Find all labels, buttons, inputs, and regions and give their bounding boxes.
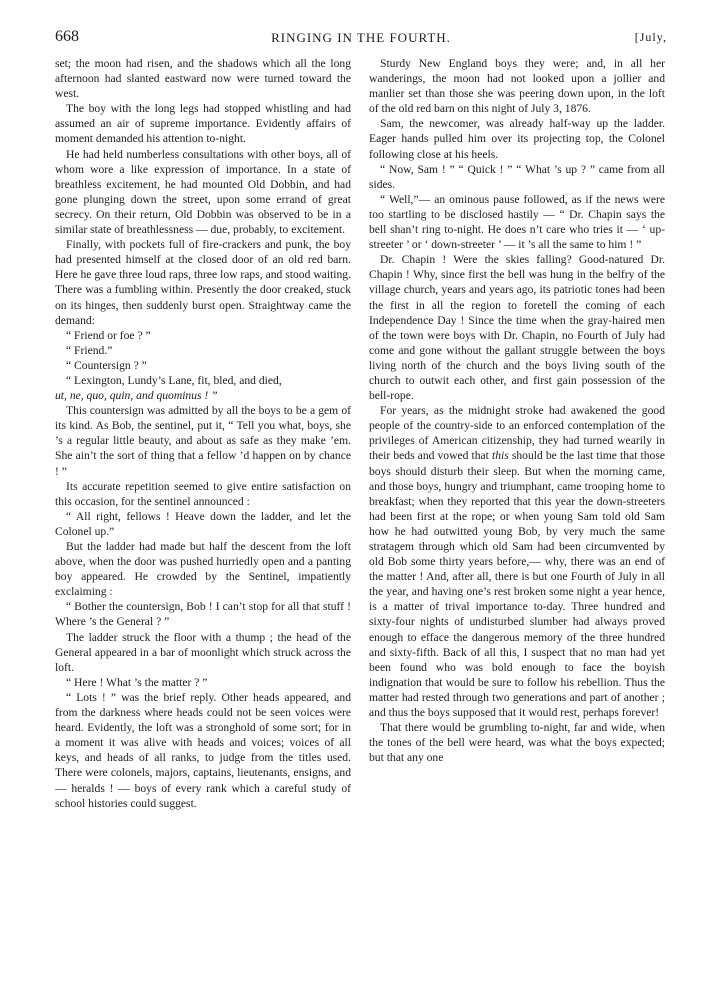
countersign-text: “ Lexington, Lundy’s Lane, fit, bled, and died, — [66, 373, 282, 387]
paragraph: Finally, with pockets full of fire-crackers and punk, the boy had presented himself at the closed door of an old red barn. Here he gave three loud raps, three low raps, and stood waiting. There was a fumbling within. Presently the door creaked, stuck on its hinges, then suddenly burst open. Straightway came the demand: — [55, 238, 351, 327]
paragraph: The ladder struck the floor with a thump ; the head of the General appeared in a bar of moonlight which struck across the loft. — [55, 630, 351, 674]
paragraph — [369, 403, 665, 720]
dialogue-line: “ Friend or foe ? ” — [66, 328, 151, 342]
paragraph: But the ladder had made but half the descent from the loft above, when the door was pushed hurriedly open and a panting boy appeared. He crowded by the Sentinel, impatiently exclaiming : — [55, 540, 351, 599]
emphasis-this: this — [492, 449, 509, 463]
countersign-line — [55, 373, 351, 403]
page-number: 668 — [55, 28, 79, 45]
dialogue-line: “ Here ! What ’s the matter ? ” — [66, 675, 208, 689]
paragraph: This countersign was admitted by all the boys to be a gem of its kind. As Bob, the sentinel, put it, “ Tell you what, boys, she ’s a regular little beauty, and about as safe as they make ’em. She ain’t the sort of thing that a fellow ’d happen on by chance ! ” — [55, 404, 351, 478]
paragraph: He had held numberless consultations with other boys, all of whom wore a like expression of importance. In a state of breathless excitement, he had mounted Old Dobbin, and had gone plunging down the street, upon some errand of great secrecy. On their return, Old Dobbin was observed to be in a similar state of breathlessness — due, probably, to excitement. — [55, 147, 351, 237]
dialogue-line: “ Bother the countersign, Bob ! I can’t stop for all that stuff ! Where ’s the General ? ” — [55, 600, 351, 629]
paragraph: The boy with the long legs had stopped whistling and had assumed an air of supreme importance. Evidently affairs of moment demanded his attention to-night. — [55, 102, 351, 146]
dialogue-line: “ All right, fellows ! Heave down the ladder, and let the Colonel up.” — [55, 509, 351, 538]
running-title: RINGING IN THE FOURTH. — [271, 30, 451, 45]
paragraph: Sturdy New England boys they were; and, in all her wanderings, the moon had not looked upon a jollier and manlier set than those she was peering down upon, in the loft of the old red barn on this night of July 3, 1876. — [369, 57, 665, 116]
text-run: should be the last time that those boys should disturb their sleep. But when the morning came, and those boys, hungry and triumphant, came trooping home to breakfast; when they reported that this year the down-streeters had been first at the rope; or when young Sam told old Sam how he had outwitted young Bob, by very much the same stratagem through which old Sam had been circumvented by old Bob some thirty years before,— why, there was an end of the matter ! And, after all, there is but one Fourth of July in all the year, and having one’s rest broken some night a year hence, is a matter of trival importance to-day. Three hundred and sixty-four nights of undisturbed slumber had always proved enough to efface the dangerous memory of the three hundred and sixty-fifth. Back of all this, I suspect that no man had yet been found who was bold enough to face the boyish indignation that would be sure to follow his rebellion. Thus the matter had rested through two generations and part of another ; and thus the boys supposed that it would rest, perhaps forever! — [369, 449, 665, 720]
paragraph: Its accurate repetition seemed to give entire satisfaction on this occasion, for the sentinel announced : — [55, 479, 351, 508]
dialogue-line: “ Friend.” — [66, 343, 113, 357]
dialogue-line: “ Now, Sam ! ” “ Quick ! ” “ What ’s up ? ” came from all sides. — [369, 162, 665, 191]
text-run: For years, as the midnight stroke had awakened the good people of the country-side to an enforced contemplation of the privileges of American citizenship, they had turned wearily in their beds and vowed that — [369, 404, 665, 463]
paragraph: That there would be grumbling to-night, far and wide, when the tones of the bell were heard, was what the boys expected; but that any one — [369, 721, 665, 765]
running-month: [July, — [634, 30, 667, 44]
countersign-latin: ut, ne, quo, quin, and quominus ! ” — [55, 389, 218, 403]
right-column — [369, 56, 665, 765]
paragraph: “ Lots ! ” was the brief reply. Other heads appeared, and from the darkness where heads could not be seen voices were heard. Evidently, the loft was a stronghold of some sort; for in a moment it was alive with heads and voices; voices of all keys, and heads of all ranks, to judge from the titles used. There were colonels, majors, captains, lieutenants, ensigns, and — heralds ! — boys of every rank which a careful study of school histories could suggest. — [55, 690, 351, 810]
paragraph: “ Well,”— an ominous pause followed, as if the news were too startling to be disclosed hastily — “ Dr. Chapin says the bell shan’t ring to-night. He does n’t care who tries it — ‘ up-streeter ’ or ‘ down-streeter ’ — it ’s all the same to him ! ” — [369, 192, 665, 252]
paragraph: Sam, the newcomer, was already half-way up the ladder. Eager hands pulled him over its projecting top, the Colonel following close at his heels. — [369, 117, 665, 161]
left-column — [55, 56, 351, 811]
dialogue-line: “ Countersign ? ” — [66, 358, 147, 372]
paragraph: Dr. Chapin ! Were the skies falling? Good-natured Dr. Chapin ! Why, since first the bell was hung in the belfry of the village church, years and years ago, its patriotic tones had been the first in all the region to foretell the coming of each Independence Day ! Since the time when the gray-haired men of the town were boys with Dr. Chapin, no Fourth of July had come and gone without the gallant struggle between the boys living north of the church and the boys living south of the church to outwit each other, and first gain possession of the bell-rope. — [369, 253, 665, 403]
running-header — [55, 30, 667, 50]
paragraph: set; the moon had risen, and the shadows which all the long afternoon had slanted eastward now were turned toward the west. — [55, 57, 351, 101]
